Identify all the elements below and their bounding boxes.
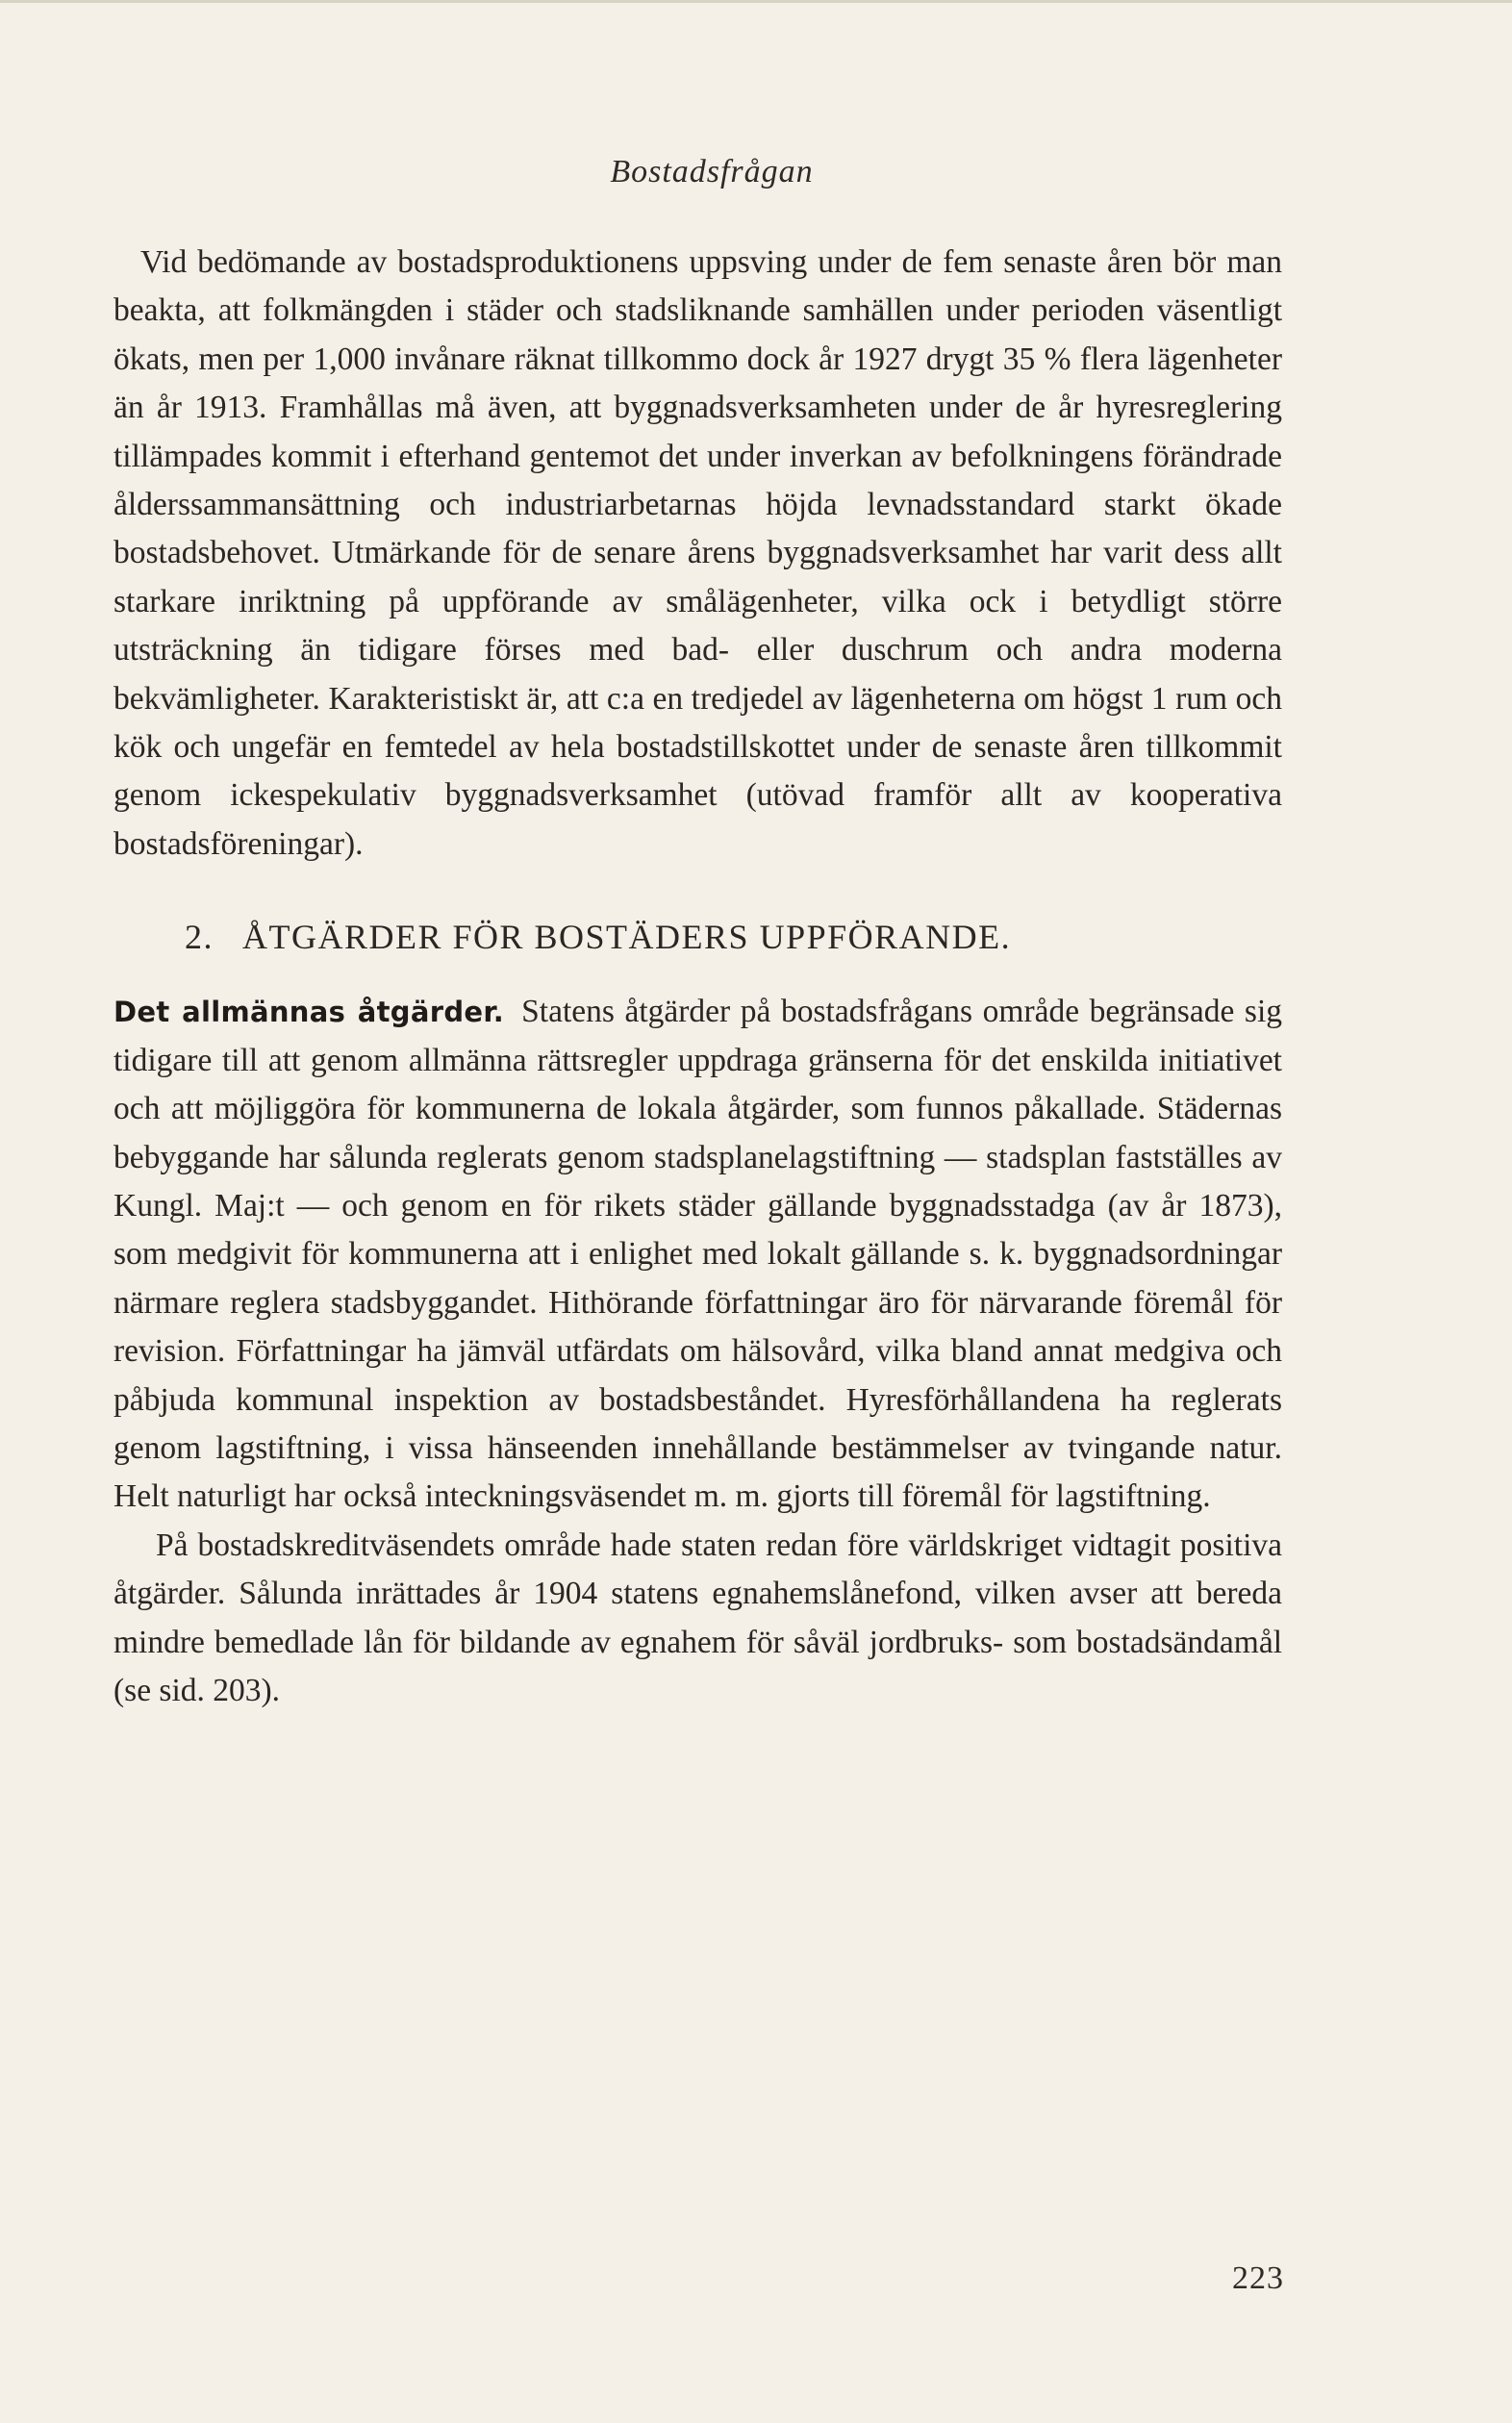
text-block — [113, 239, 1282, 1715]
paragraph-3: På bostadskreditväsendets område hade staten redan före världskriget vidtagit positiva åtgärder. Sålunda inrättades år 1904 statens egnahemslånefond, vilken avser att bereda mindre bemedlade lån för bildande av egnahem för såväl jordbruks- som bostadsändamål (se sid. 203). — [113, 1527, 1282, 1708]
running-head: Bostadsfrågan — [610, 154, 814, 189]
section-heading — [113, 913, 1282, 961]
section-title: ÅTGÄRDER FÖR BOSTÄDERS UPPFÖRANDE. — [242, 918, 1012, 957]
section-number: 2. — [185, 918, 214, 957]
page-number: 223 — [1232, 2260, 1284, 2296]
paragraph-2-lead: Det allmännas åtgärder. — [113, 996, 505, 1029]
paragraph-2-body: Statens åtgärder på bostadsfrågans område begränsade sig tidigare till att genom allmänna rättsregler uppdraga gränserna för det enskilda initiativet och att möjliggöra för kommunerna de lokala åtgärder, som funnos påkallade. Städernas bebyggande har sålunda reglerats genom stadsplanelagstiftning — stadsplan fastställes av Kungl. Maj:t — och genom en för rikets städer gällande byggnadsstadga (av år 1873), som medgivit för kommunerna att i enlighet med lokalt gällande s. k. byggnadsordningar närmare reglera stadsbyggandet. Hithörande författningar äro för närvarande föremål för revision. Författningar ha jämväl utfärdats om hälsovård, vilka bland annat medgiva och påbjuda kommunal inspektion av bostadsbeståndet. Hyresförhållandena ha reglerats genom lagstiftning, i vissa hänseenden innehållande bestämmelser av tvingande natur. Helt naturligt har också inteckningsväsendet m. m. gjorts till föremål för lagstiftning. — [113, 994, 1283, 1515]
paragraph-2 — [113, 988, 1282, 1521]
page-top-edge — [0, 0, 1512, 3]
paragraph-1: Vid bedömande av bostadsproduktionens uppsving under de fem senaste åren bör man beakta, att folkmängden i städer och stadsliknande samhällen under perioden väsentligt ökats, men per 1,000 invånare räknat tillkommo dock år 1927 drygt 35 % flera lägenheter än år 1913. Framhållas må även, att byggnadsverksamheten under de år hyresreglering tillämpades kommit i efterhand gentemot det under inverkan av befolkningens förändrade ålderssammansättning och industriarbetarnas höjda levnadsstandard starkt ökade bostadsbehovet. Utmärkande för de senare årens byggnadsverksamhet har varit dess allt starkare inriktning på uppförande av smålägenheter, vilka ock i betydligt större utsträckning än tidigare förses med bad- eller duschrum och andra moderna bekvämligheter. Karakteristiskt är, att c:a en tredjedel av lägenheterna om högst 1 rum och kök och ungefär en femtedel av hela bostadstillskottet under de senaste åren tillkommit genom ickespekulativ byggnadsverksamhet (utövad framför allt av kooperativa bostadsföreningar). — [113, 244, 1282, 862]
